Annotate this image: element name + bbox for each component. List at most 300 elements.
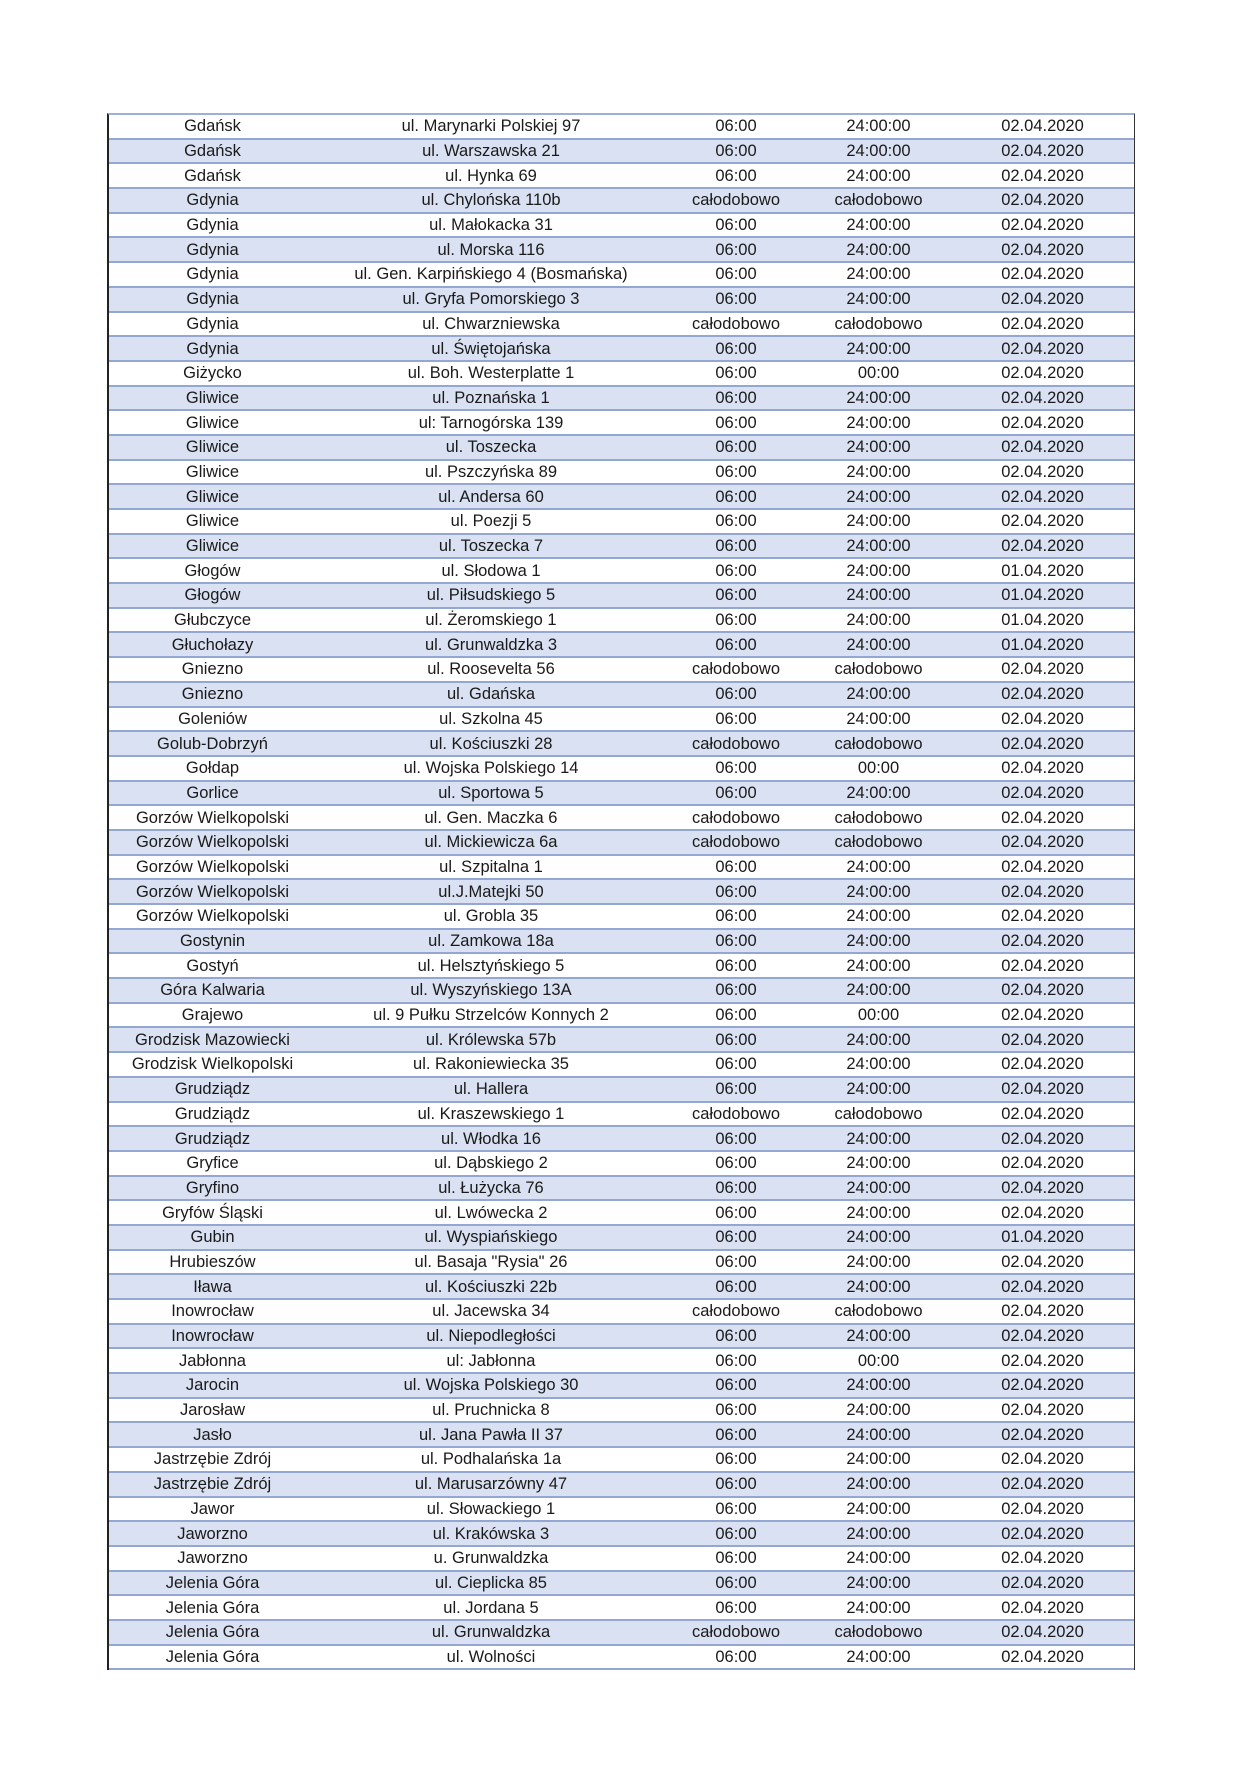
date-cell: 02.04.2020 [1001,364,1084,383]
table-row [109,485,1134,510]
date-cell: 01.04.2020 [1001,586,1084,605]
opening-time-cell: 06:00 [715,1178,757,1197]
table-row [109,1374,1134,1399]
opening-time-cell: 06:00 [715,462,757,481]
closing-time-cell: 24:00:00 [846,1252,911,1271]
city-cell: Grudziądz [174,1104,251,1123]
city-cell: Gliwice [185,537,240,556]
closing-time-cell: 24:00:00 [846,1129,911,1148]
table-row [109,1201,1134,1226]
date-cell: 02.04.2020 [1001,981,1084,1000]
city-cell: Jelenia Góra [165,1598,260,1617]
city-cell: Gdańsk [184,142,241,161]
closing-time-cell: 24:00:00 [846,487,911,506]
table-row [109,510,1134,535]
opening-time-cell: całodobowo [691,1623,781,1642]
table-row [109,905,1134,930]
table-row [109,436,1134,461]
table-row [109,831,1134,856]
opening-time-cell: 06:00 [715,512,757,531]
date-cell: 02.04.2020 [1001,1623,1084,1642]
city-cell: Grudziądz [174,1129,251,1148]
date-cell: 02.04.2020 [1001,783,1084,802]
city-cell: Gdynia [186,290,239,309]
address-cell: ul. Niepodległości [426,1327,556,1346]
opening-time-cell: 06:00 [715,1327,757,1346]
table-row [109,1473,1134,1498]
table-row [109,1177,1134,1202]
date-cell: 02.04.2020 [1001,1080,1084,1099]
date-cell: 02.04.2020 [1001,660,1084,679]
address-cell: ul. Wolności [446,1647,536,1666]
date-cell: 02.04.2020 [1001,759,1084,778]
table-row [109,461,1134,486]
table-row [109,189,1134,214]
address-cell: ul. Jordana 5 [443,1598,539,1617]
opening-time-cell: 06:00 [715,932,757,951]
city-cell: Gryfów Śląski [162,1203,263,1222]
city-cell: Głogów [184,561,241,580]
city-cell: Golub-Dobrzyń [157,734,268,753]
city-cell: Grodzisk Wielkopolski [131,1055,294,1074]
table-row [109,263,1134,288]
opening-time-cell: 06:00 [715,981,757,1000]
address-cell: ul. Chwarzniewska [422,314,560,333]
address-cell: ul. Andersa 60 [438,487,544,506]
opening-time-cell: 06:00 [715,1154,757,1173]
date-cell: 02.04.2020 [1001,1006,1084,1025]
opening-time-cell: 06:00 [715,388,757,407]
opening-time-cell: 06:00 [715,413,757,432]
closing-time-cell: 24:00:00 [846,438,911,457]
date-cell: 02.04.2020 [1001,1524,1084,1543]
closing-time-cell: 24:00:00 [846,413,911,432]
date-cell: 02.04.2020 [1001,1573,1084,1592]
city-cell: Gryfino [185,1178,240,1197]
opening-time-cell: 06:00 [715,1351,757,1370]
address-cell: ul. Małokacka 31 [429,216,553,235]
opening-time-cell: 06:00 [715,1573,757,1592]
city-cell: Gostynin [179,932,246,951]
opening-time-cell: 06:00 [715,1647,757,1666]
date-cell: 02.04.2020 [1001,1154,1084,1173]
address-cell: ul. Pruchnicka 8 [432,1401,550,1420]
table-row [109,1127,1134,1152]
city-cell: Hrubieszów [169,1252,256,1271]
city-cell: Jarocin [185,1376,240,1395]
opening-time-cell: całodobowo [691,1302,781,1321]
closing-time-cell: całodobowo [834,314,923,333]
date-cell: 02.04.2020 [1001,1104,1084,1123]
city-cell: Głubczyce [173,611,252,630]
table-row [109,930,1134,955]
table-row [109,1078,1134,1103]
date-cell: 02.04.2020 [1001,462,1084,481]
date-cell: 02.04.2020 [1001,1647,1084,1666]
address-cell: ul. Jana Pawła II 37 [418,1425,563,1444]
address-cell: ul. Wojska Polskiego 30 [403,1376,579,1395]
table-row [109,1103,1134,1128]
stations-table [107,113,1135,1670]
city-cell: Głuchołazy [171,635,254,654]
table-row [109,732,1134,757]
address-cell: ul. Grunwaldzka [431,1623,551,1642]
date-cell: 02.04.2020 [1001,290,1084,309]
opening-time-cell: 06:00 [715,339,757,358]
city-cell: Gorzów Wielkopolski [135,882,290,901]
address-cell: ul. Szpitalna 1 [439,857,543,876]
table-row [109,806,1134,831]
address-cell: ul. Grunwaldzka 3 [424,635,558,654]
address-cell: ul. Gen. Karpińskiego 4 (Bosmańska) [354,265,628,284]
table-row [109,1498,1134,1523]
city-cell: Jastrzębie Zdrój [153,1450,272,1469]
table-row [109,1646,1134,1671]
table-row [109,1226,1134,1251]
date-cell: 02.04.2020 [1001,1351,1084,1370]
closing-time-cell: 24:00:00 [846,882,911,901]
city-cell: Jabłonna [179,1351,246,1370]
closing-time-cell: 24:00:00 [846,1499,911,1518]
table-row [109,757,1134,782]
date-cell: 02.04.2020 [1001,1129,1084,1148]
opening-time-cell: całodobowo [691,833,781,852]
address-cell: ul. Morska 116 [437,240,545,259]
closing-time-cell: 24:00:00 [846,166,911,185]
closing-time-cell: 24:00:00 [846,462,911,481]
address-cell: ul. Zamkowa 18a [428,932,554,951]
address-cell: ul. Hynka 69 [445,166,537,185]
closing-time-cell: całodobowo [834,1104,923,1123]
table-row [109,1004,1134,1029]
city-cell: Gostyń [186,956,239,975]
closing-time-cell: 24:00:00 [846,142,911,161]
table-row [109,164,1134,189]
address-cell: ul. Poznańska 1 [432,388,550,407]
table-row [109,1572,1134,1597]
city-cell: Iława [193,1277,232,1296]
table-row [109,1596,1134,1621]
date-cell: 02.04.2020 [1001,1030,1084,1049]
date-cell: 02.04.2020 [1001,1425,1084,1444]
city-cell: Grodzisk Mazowiecki [135,1030,290,1049]
opening-time-cell: 06:00 [715,1006,757,1025]
closing-time-cell: całodobowo [834,808,923,827]
date-cell: 02.04.2020 [1001,339,1084,358]
opening-time-cell: 06:00 [715,611,757,630]
opening-time-cell: całodobowo [691,191,781,210]
address-cell: ul. 9 Pułku Strzelców Konnych 2 [373,1006,609,1025]
opening-time-cell: 06:00 [715,1252,757,1271]
table-row [109,387,1134,412]
city-cell: Goleniów [178,709,247,728]
closing-time-cell: 24:00:00 [846,586,911,605]
date-cell: 02.04.2020 [1001,413,1084,432]
opening-time-cell: 06:00 [715,907,757,926]
address-cell: ul. Krakówska 3 [432,1524,550,1543]
closing-time-cell: 24:00:00 [846,1450,911,1469]
address-cell: ul. Kraszewskiego 1 [417,1104,565,1123]
date-cell: 02.04.2020 [1001,1252,1084,1271]
opening-time-cell: 06:00 [715,216,757,235]
table-row [109,683,1134,708]
closing-time-cell: 24:00:00 [846,512,911,531]
closing-time-cell: 24:00:00 [846,1647,911,1666]
address-cell: ul. Mickiewicza 6a [424,833,558,852]
opening-time-cell: całodobowo [691,808,781,827]
closing-time-cell: 24:00:00 [846,1598,911,1617]
address-cell: u. Grunwaldzka [433,1549,549,1568]
city-cell: Gdynia [186,216,239,235]
address-cell: ul. Królewska 57b [425,1030,557,1049]
city-cell: Jelenia Góra [165,1573,260,1592]
opening-time-cell: całodobowo [691,314,781,333]
opening-time-cell: 06:00 [715,1030,757,1049]
city-cell: Głogów [184,586,241,605]
address-cell: ul. Jacewska 34 [432,1302,550,1321]
table-row [109,1325,1134,1350]
city-cell: Inowrocław [171,1302,254,1321]
opening-time-cell: 06:00 [715,1425,757,1444]
city-cell: Gliwice [185,487,240,506]
address-cell: ul: Tarnogórska 139 [418,413,564,432]
city-cell: Grajewo [181,1006,244,1025]
opening-time-cell: 06:00 [715,685,757,704]
date-cell: 02.04.2020 [1001,191,1084,210]
closing-time-cell: 24:00:00 [846,265,911,284]
closing-time-cell: 24:00:00 [846,1080,911,1099]
city-cell: Gliwice [185,462,240,481]
address-cell: ul. Świętojańska [431,339,551,358]
closing-time-cell: 24:00:00 [846,1475,911,1494]
city-cell: Gorzów Wielkopolski [135,857,290,876]
opening-time-cell: całodobowo [691,1104,781,1123]
closing-time-cell: 24:00:00 [846,1327,911,1346]
address-cell: ul. Boh. Westerplatte 1 [407,364,575,383]
opening-time-cell: 06:00 [715,1376,757,1395]
opening-time-cell: 06:00 [715,364,757,383]
opening-time-cell: całodobowo [691,660,781,679]
address-cell: ul. Warszawska 21 [422,142,560,161]
opening-time-cell: 06:00 [715,240,757,259]
address-cell: ul. Łużycka 76 [438,1178,544,1197]
date-cell: 02.04.2020 [1001,1549,1084,1568]
table-row [109,609,1134,634]
table-row [109,337,1134,362]
closing-time-cell: całodobowo [834,833,923,852]
opening-time-cell: 06:00 [715,1228,757,1247]
table-row [109,708,1134,733]
city-cell: Jastrzębie Zdrój [153,1475,272,1494]
date-cell: 02.04.2020 [1001,487,1084,506]
opening-time-cell: 06:00 [715,142,757,161]
opening-time-cell: całodobowo [691,734,781,753]
city-cell: Gliwice [185,388,240,407]
address-cell: ul. Marynarki Polskiej 97 [401,117,581,136]
opening-time-cell: 06:00 [715,1475,757,1494]
date-cell: 02.04.2020 [1001,1401,1084,1420]
closing-time-cell: 24:00:00 [846,1203,911,1222]
city-cell: Gdynia [186,265,239,284]
address-cell: ul.J.Matejki 50 [438,882,544,901]
closing-time-cell: 24:00:00 [846,709,911,728]
date-cell: 02.04.2020 [1001,1450,1084,1469]
date-cell: 02.04.2020 [1001,216,1084,235]
closing-time-cell: 00:00 [857,1006,900,1025]
date-cell: 02.04.2020 [1001,1302,1084,1321]
opening-time-cell: 06:00 [715,1401,757,1420]
city-cell: Gorzów Wielkopolski [135,833,290,852]
address-cell: ul. Basaja "Rysia" 26 [414,1252,568,1271]
date-cell: 02.04.2020 [1001,537,1084,556]
date-cell: 02.04.2020 [1001,857,1084,876]
address-cell: ul. Włodka 16 [441,1129,541,1148]
city-cell: Gdynia [186,339,239,358]
table-row [109,1152,1134,1177]
city-cell: Inowrocław [171,1327,254,1346]
city-cell: Jelenia Góra [165,1647,260,1666]
closing-time-cell: 24:00:00 [846,1524,911,1543]
closing-time-cell: 24:00:00 [846,1376,911,1395]
table-row [109,880,1134,905]
closing-time-cell: 24:00:00 [846,216,911,235]
closing-time-cell: 24:00:00 [846,783,911,802]
opening-time-cell: 06:00 [715,1203,757,1222]
table-row [109,1053,1134,1078]
opening-time-cell: 06:00 [715,1129,757,1148]
date-cell: 02.04.2020 [1001,265,1084,284]
opening-time-cell: 06:00 [715,487,757,506]
date-cell: 02.04.2020 [1001,1277,1084,1296]
closing-time-cell: 24:00:00 [846,857,911,876]
closing-time-cell: 24:00:00 [846,1030,911,1049]
address-cell: ul. Żeromskiego 1 [425,611,557,630]
opening-time-cell: 06:00 [715,586,757,605]
address-cell: ul. Gen. Maczka 6 [424,808,558,827]
date-cell: 02.04.2020 [1001,709,1084,728]
closing-time-cell: 24:00:00 [846,1277,911,1296]
table-row [109,1028,1134,1053]
date-cell: 02.04.2020 [1001,1376,1084,1395]
city-cell: Góra Kalwaria [160,981,265,1000]
city-cell: Gniezno [181,685,244,704]
city-cell: Jaworzno [177,1524,248,1543]
table-row [109,658,1134,683]
table-row [109,1522,1134,1547]
closing-time-cell: 24:00:00 [846,956,911,975]
closing-time-cell: 24:00:00 [846,1425,911,1444]
city-cell: Gniezno [181,660,244,679]
opening-time-cell: 06:00 [715,857,757,876]
city-cell: Gliwice [185,438,240,457]
city-cell: Gdańsk [184,117,241,136]
date-cell: 02.04.2020 [1001,1055,1084,1074]
date-cell: 01.04.2020 [1001,611,1084,630]
table-row [109,979,1134,1004]
city-cell: Jasło [193,1425,232,1444]
date-cell: 02.04.2020 [1001,907,1084,926]
closing-time-cell: 24:00:00 [846,537,911,556]
date-cell: 02.04.2020 [1001,956,1084,975]
date-cell: 02.04.2020 [1001,932,1084,951]
opening-time-cell: 06:00 [715,290,757,309]
opening-time-cell: 06:00 [715,1524,757,1543]
closing-time-cell: 24:00:00 [846,388,911,407]
date-cell: 02.04.2020 [1001,1475,1084,1494]
opening-time-cell: 06:00 [715,117,757,136]
address-cell: ul. Helsztyńskiego 5 [417,956,565,975]
city-cell: Grudziądz [174,1080,251,1099]
address-cell: ul. Chylońska 110b [421,191,561,210]
closing-time-cell: 00:00 [857,364,900,383]
address-cell: ul. Toszecka [445,438,537,457]
opening-time-cell: 06:00 [715,783,757,802]
address-cell: ul. Poezji 5 [450,512,532,531]
table-row [109,559,1134,584]
address-cell: ul. Toszecka 7 [438,537,544,556]
address-cell: ul. Kościuszki 22b [424,1277,558,1296]
city-cell: Jelenia Góra [165,1623,260,1642]
city-cell: Gorzów Wielkopolski [135,808,290,827]
city-cell: Jawor [190,1499,235,1518]
address-cell: ul. Sportowa 5 [438,783,544,802]
address-cell: ul. Roosevelta 56 [427,660,555,679]
date-cell: 02.04.2020 [1001,1499,1084,1518]
opening-time-cell: 06:00 [715,438,757,457]
city-cell: Gubin [190,1228,235,1247]
city-cell: Gorzów Wielkopolski [135,907,290,926]
address-cell: ul. Szkolna 45 [439,709,543,728]
date-cell: 02.04.2020 [1001,833,1084,852]
closing-time-cell: 24:00:00 [846,1178,911,1197]
closing-time-cell: 24:00:00 [846,932,911,951]
city-cell: Gdynia [186,314,239,333]
date-cell: 02.04.2020 [1001,142,1084,161]
closing-time-cell: 24:00:00 [846,117,911,136]
table-row [109,1399,1134,1424]
date-cell: 01.04.2020 [1001,561,1084,580]
table-row [109,1448,1134,1473]
address-cell: ul: Jabłonna [446,1351,536,1370]
city-cell: Gliwice [185,413,240,432]
date-cell: 02.04.2020 [1001,388,1084,407]
closing-time-cell: 24:00:00 [846,339,911,358]
opening-time-cell: 06:00 [715,882,757,901]
date-cell: 02.04.2020 [1001,685,1084,704]
city-cell: Gołdap [185,759,240,778]
closing-time-cell: 24:00:00 [846,1154,911,1173]
address-cell: ul. Gryfa Pomorskiego 3 [402,290,580,309]
table-row [109,313,1134,338]
address-cell: ul. Wyspiańskiego [424,1228,558,1247]
table-row [109,1547,1134,1572]
date-cell: 02.04.2020 [1001,117,1084,136]
closing-time-cell: 24:00:00 [846,1228,911,1247]
opening-time-cell: 06:00 [715,1055,757,1074]
table-row [109,140,1134,165]
date-cell: 02.04.2020 [1001,882,1084,901]
closing-time-cell: całodobowo [834,1302,923,1321]
address-cell: ul. Rakoniewiecka 35 [413,1055,569,1074]
city-cell: Gdańsk [184,166,241,185]
address-cell: ul. Kościuszki 28 [429,734,553,753]
city-cell: Gryfice [186,1154,239,1173]
opening-time-cell: 06:00 [715,265,757,284]
table-row [109,288,1134,313]
address-cell: ul. Piłsudskiego 5 [426,586,556,605]
table-row [109,954,1134,979]
date-cell: 02.04.2020 [1001,1327,1084,1346]
